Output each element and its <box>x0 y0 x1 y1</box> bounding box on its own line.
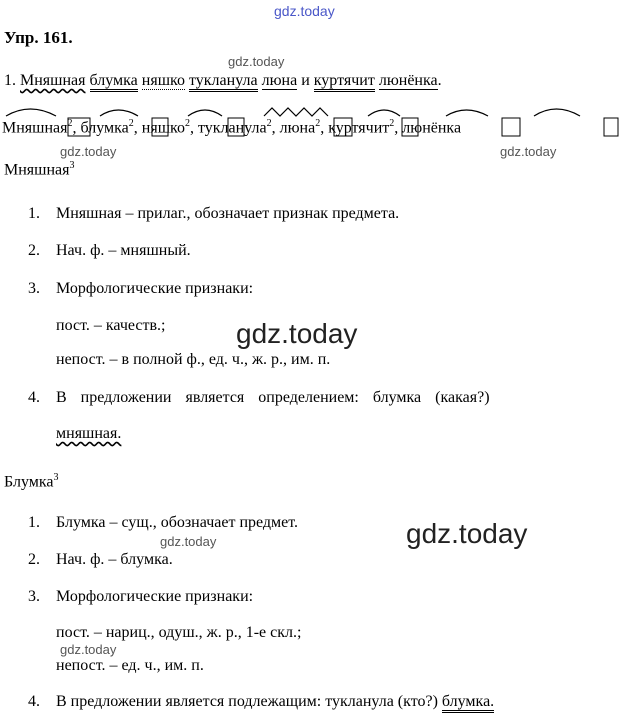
section1-heading-text: Мняшная <box>4 161 70 179</box>
watermark-small-4: gdz.today <box>160 534 217 549</box>
s1-item-3 <box>28 280 253 298</box>
sentence-number: 1. <box>4 72 16 89</box>
s2-text-4b: блумка. <box>442 693 494 713</box>
word-lyunyonka: люнёнка <box>378 72 438 89</box>
morph-sep: , <box>189 119 194 137</box>
s1-item-4 <box>28 389 638 407</box>
s2-item-1 <box>28 514 298 532</box>
s2-item-4 <box>28 693 494 711</box>
s2-item-3a: пост. – нариц., одуш., ж. р., 1-е скл.; <box>56 624 302 641</box>
morph-word-2: блумка <box>80 119 129 137</box>
morph-word-6: куртячит <box>328 119 390 137</box>
morph-word-4: тукланула <box>197 119 267 137</box>
watermark-small-5: gdz.today <box>60 642 117 657</box>
sentence-line <box>4 72 442 90</box>
s1-text-3: Морфологические признаки: <box>56 280 254 297</box>
morph-word-7: люнёнка <box>402 119 462 137</box>
word-tuklanula: тукланула <box>189 72 258 92</box>
s1-num-2: 2. <box>28 242 40 259</box>
word-i: и <box>301 72 310 89</box>
sentence-period: . <box>437 72 442 89</box>
section2-heading <box>4 472 59 491</box>
morph-mark-2: 2 <box>128 118 134 129</box>
exercise-title: Упр. 161. <box>4 28 73 47</box>
morph-word-5: люна <box>279 119 316 137</box>
s1-item-4b <box>56 425 121 443</box>
s2-num-1: 1. <box>28 514 40 531</box>
s1-num-4: 4. <box>28 389 40 406</box>
watermark-small-2: gdz.today <box>60 144 117 159</box>
morph-sep: , <box>394 119 399 137</box>
s2-num-4: 4. <box>28 693 40 710</box>
s2-item-2 <box>28 551 173 569</box>
section1-heading <box>4 160 75 179</box>
s1-item-1 <box>28 205 399 223</box>
s1-text-1: Мняшная – прилаг., обозначает признак предмета. <box>56 205 400 222</box>
s2-num-2: 2. <box>28 551 40 568</box>
watermark-large-1: gdz.today <box>236 318 358 349</box>
morph-mark-5: 2 <box>315 118 321 129</box>
morph-word-3: няшко <box>141 119 185 137</box>
s2-item-3 <box>28 588 253 606</box>
s2-text-1: Блумка – сущ., обозначает предмет. <box>56 514 299 531</box>
word-mnyashnaya: Мняшная <box>20 72 86 89</box>
morpheme-line <box>2 118 461 137</box>
morph-mark-4: 2 <box>266 118 272 129</box>
word-lyuna: люна <box>261 72 298 89</box>
s2-num-3: 3. <box>28 588 40 605</box>
morph-mark-6: 2 <box>389 118 395 129</box>
word-nyashko: няшко <box>141 72 185 89</box>
s1-text-4b: мняшная. <box>56 425 122 442</box>
watermark-large-2: gdz.today <box>406 518 528 549</box>
morph-mark-1: 2 <box>67 118 73 129</box>
s2-text-2: Нач. ф. – блумка. <box>56 551 173 568</box>
morph-mark-3: 2 <box>184 118 190 129</box>
s1-text-4: В предложении является определением: блумка (какая?) <box>56 389 490 406</box>
s1-num-3: 3. <box>28 280 40 297</box>
watermark-top: gdz.today <box>274 3 335 19</box>
s2-item-3b: непост. – ед. ч., им. п. <box>56 657 204 674</box>
s1-text-2: Нач. ф. – мняшный. <box>56 242 191 259</box>
morph-word-1: Мняшная <box>2 119 68 137</box>
s2-text-3: Морфологические признаки: <box>56 588 254 605</box>
watermark-small-3: gdz.today <box>500 144 557 159</box>
section1-heading-sup: 3 <box>69 160 75 171</box>
morph-sep: , <box>72 119 77 137</box>
morph-sep: , <box>133 119 138 137</box>
morph-sep: , <box>271 119 276 137</box>
s1-item-3a: пост. – качеств.; <box>56 317 166 334</box>
watermark-small-1: gdz.today <box>228 54 285 69</box>
word-kurtyachit: куртячит <box>314 72 375 92</box>
section2-heading-text: Блумка <box>4 473 54 491</box>
s1-item-2 <box>28 242 191 260</box>
s2-text-4: В предложении является подлежащим: тукланула (кто?) <box>56 693 438 710</box>
section2-heading-sup: 3 <box>53 472 59 483</box>
s1-num-1: 1. <box>28 205 40 222</box>
word-blumka: блумка <box>90 72 138 92</box>
s1-item-3b: непост. – в полной ф., ед. ч., ж. р., им. п. <box>56 351 331 368</box>
morph-sep: , <box>320 119 325 137</box>
